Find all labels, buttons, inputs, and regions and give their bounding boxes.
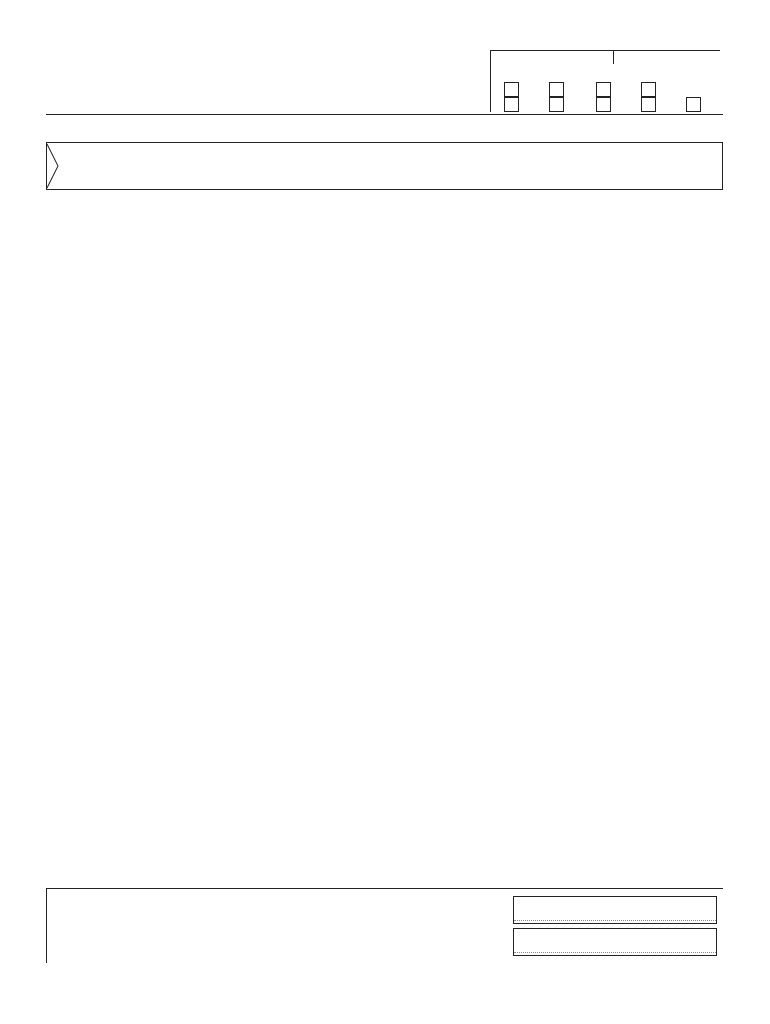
line-14-checkbox[interactable] [549, 97, 564, 112]
committee-box [46, 142, 723, 190]
line-17-checkbox[interactable] [686, 97, 701, 112]
line-13-checkbox[interactable] [504, 97, 519, 112]
line-15-checkbox[interactable] [596, 97, 611, 112]
line-11a-checkbox[interactable] [504, 82, 519, 97]
committee-chevron-icon [46, 142, 60, 190]
line-11b-checkbox[interactable] [549, 82, 564, 97]
subtotal-amount [513, 896, 717, 924]
total-amount [513, 928, 717, 956]
line-11c-checkbox[interactable] [596, 82, 611, 97]
line-12-checkbox[interactable] [641, 82, 656, 97]
line-16-checkbox[interactable] [641, 97, 656, 112]
